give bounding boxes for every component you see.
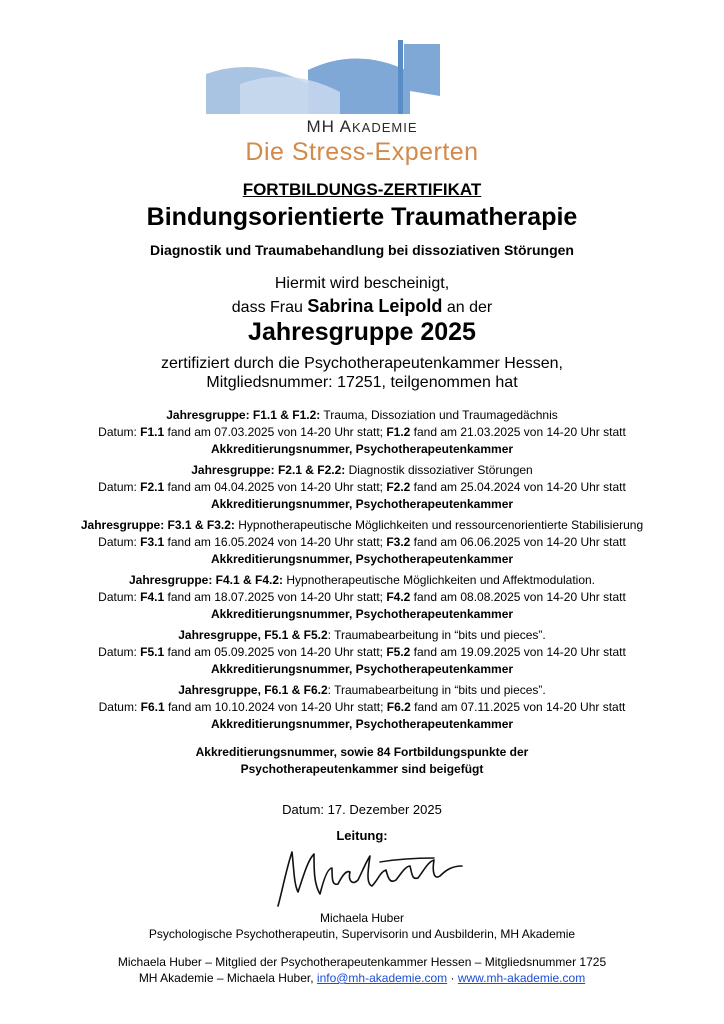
session-b-code: F6.2 <box>386 700 411 714</box>
akk-text: Akkreditierungsnummer, Psychotherapeutenkammer <box>210 717 514 731</box>
certificate-title: Bindungsorientierte Traumatherapie <box>146 203 578 231</box>
akk-text: Akkreditierungsnummer, Psychotherapeutenkammer <box>210 497 514 511</box>
module-topic: Diagnostik dissoziativer Störungen <box>345 463 533 477</box>
module-label: Jahresgruppe: F1.1 & F1.2: <box>166 408 321 422</box>
certificate-heading: FORTBILDUNGS-ZERTIFIKAT <box>242 180 482 199</box>
footer-line-2 <box>0 971 724 985</box>
signer-role: Psychologische Psychotherapeutin, Supervisorin und Ausbilderin, MH Akademie <box>148 927 576 941</box>
session-b-text: fand am 07.11.2025 von 14-20 Uhr statt <box>410 700 626 714</box>
module-label: Jahresgruppe: F4.1 & F4.2: <box>128 573 284 587</box>
summary-line-1: Akkreditierungsnummer, sowie 84 Fortbildungspunkte der <box>195 745 529 759</box>
session-b-text: fand am 06.06.2025 von 14-20 Uhr statt <box>410 535 626 549</box>
session-b-text: fand am 19.09.2025 von 14-20 Uhr statt <box>410 645 626 659</box>
session-b-code: F5.2 <box>386 645 411 659</box>
module-dates <box>0 424 724 441</box>
signer-name: Michaela Huber <box>319 911 405 925</box>
module-dates <box>0 589 724 606</box>
module-topic: : Traumabearbeitung in “bits und pieces”. <box>327 683 546 697</box>
mh-akademie-logo-icon <box>200 36 450 116</box>
session-b-code: F1.2 <box>386 425 411 439</box>
logo-name-smallcaps: KADEMIE <box>352 120 418 135</box>
akk-text: Akkreditierungsnummer, Psychotherapeutenkammer <box>210 607 514 621</box>
leitung-label: Leitung: <box>336 828 388 843</box>
email-link[interactable]: info@mh-akademie.com <box>316 971 448 985</box>
session-a-text: fand am 10.10.2024 von 14-20 Uhr statt; <box>164 700 387 714</box>
session-b-code: F2.2 <box>386 480 411 494</box>
attest-line-1: Hiermit wird bescheinigt, <box>274 275 450 292</box>
module-label: Jahresgruppe: F2.1 & F2.2: <box>191 463 346 477</box>
session-a-code: F1.1 <box>140 425 165 439</box>
footer-line-2-prefix: MH Akademie – Michaela Huber, <box>138 971 317 985</box>
module-block <box>0 682 724 733</box>
session-b-text: fand am 25.04.2024 von 14-20 Uhr statt <box>410 480 626 494</box>
module-label: Jahresgruppe, F5.1 & F5.2 <box>178 628 328 642</box>
logo-name <box>0 117 724 137</box>
logo-tagline: Die Stress-Experten <box>245 138 479 166</box>
module-label: Jahresgruppe, F6.1 & F6.2 <box>178 683 328 697</box>
logo-name-prefix: MH A <box>306 117 353 136</box>
session-a-text: fand am 04.04.2025 von 14-20 Uhr statt; <box>164 480 387 494</box>
date-prefix: Datum: <box>98 645 141 659</box>
session-a-text: fand am 05.09.2025 von 14-20 Uhr statt; <box>164 645 387 659</box>
attest-line-4: Mitgliedsnummer: 17251, teilgenommen hat <box>206 374 518 391</box>
attest-line-2-suffix: an der <box>442 299 493 316</box>
session-b-text: fand am 08.08.2025 von 14-20 Uhr statt <box>410 590 626 604</box>
summary-block <box>0 744 724 778</box>
module-label: Jahresgruppe: F3.1 & F3.2: <box>80 518 235 532</box>
summary-line-2: Psychotherapeutenkammer sind beigefügt <box>240 762 484 776</box>
group-title: Jahresgruppe 2025 <box>248 318 476 346</box>
session-a-code: F2.1 <box>140 480 165 494</box>
module-heading <box>0 407 724 424</box>
date-prefix: Datum: <box>98 700 141 714</box>
module-block <box>0 462 724 513</box>
module-dates <box>0 479 724 496</box>
akk-text: Akkreditierungsnummer, Psychotherapeutenkammer <box>210 442 514 456</box>
module-akk <box>0 551 724 568</box>
module-akk <box>0 441 724 458</box>
date-prefix: Datum: <box>98 425 141 439</box>
module-akk <box>0 496 724 513</box>
attest-line-2 <box>0 296 724 317</box>
module-akk <box>0 716 724 733</box>
issue-date: Datum: 17. Dezember 2025 <box>282 802 442 817</box>
module-topic: Hypnotherapeutische Möglichkeiten und Affektmodulation. <box>283 573 596 587</box>
session-a-code: F6.1 <box>140 700 165 714</box>
footer-separator: · <box>447 971 458 985</box>
session-b-code: F4.2 <box>386 590 411 604</box>
module-block <box>0 407 724 458</box>
module-block <box>0 572 724 623</box>
date-prefix: Datum: <box>98 590 141 604</box>
module-heading <box>0 517 724 534</box>
session-a-text: fand am 07.03.2025 von 14-20 Uhr statt; <box>164 425 387 439</box>
akk-text: Akkreditierungsnummer, Psychotherapeutenkammer <box>210 552 514 566</box>
certificate-subtitle: Diagnostik und Traumabehandlung bei dissoziativen Störungen <box>150 242 574 258</box>
website-link[interactable]: www.mh-akademie.com <box>457 971 586 985</box>
module-heading <box>0 572 724 589</box>
attest-line-3: zertifiziert durch die Psychotherapeutenkammer Hessen, <box>161 355 563 372</box>
module-dates <box>0 644 724 661</box>
module-topic: Trauma, Dissoziation und Traumagedächnis <box>320 408 558 422</box>
session-a-text: fand am 18.07.2025 von 14-20 Uhr statt; <box>164 590 387 604</box>
module-dates <box>0 534 724 551</box>
date-prefix: Datum: <box>98 535 141 549</box>
footer-line-1: Michaela Huber – Mitglied der Psychotherapeutenkammer Hessen – Mitgliedsnummer 1725 <box>117 955 607 969</box>
akk-text: Akkreditierungsnummer, Psychotherapeutenkammer <box>210 662 514 676</box>
signature-icon <box>262 840 477 910</box>
module-heading <box>0 682 724 699</box>
participant-name: Sabrina Leipold <box>307 296 443 316</box>
session-b-text: fand am 21.03.2025 von 14-20 Uhr statt <box>410 425 626 439</box>
session-a-code: F5.1 <box>140 645 165 659</box>
module-heading <box>0 627 724 644</box>
session-b-code: F3.2 <box>386 535 411 549</box>
date-prefix: Datum: <box>98 480 141 494</box>
module-block <box>0 627 724 678</box>
module-dates <box>0 699 724 716</box>
session-a-code: F3.1 <box>140 535 165 549</box>
attest-line-2-prefix: dass Frau <box>231 299 308 316</box>
module-block <box>0 517 724 568</box>
module-akk <box>0 661 724 678</box>
module-akk <box>0 606 724 623</box>
module-topic: : Traumabearbeitung in “bits und pieces”. <box>327 628 546 642</box>
module-topic: Hypnotherapeutische Möglichkeiten und ressourcenorientierte Stabilisierung <box>234 518 644 532</box>
session-a-text: fand am 16.05.2024 von 14-20 Uhr statt; <box>164 535 387 549</box>
session-a-code: F4.1 <box>140 590 165 604</box>
module-heading <box>0 462 724 479</box>
